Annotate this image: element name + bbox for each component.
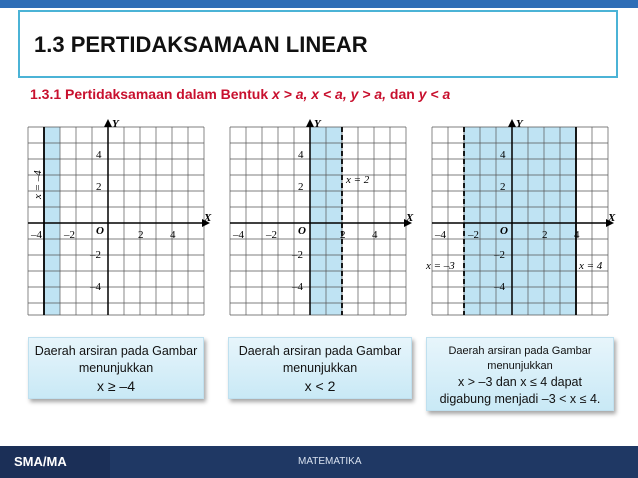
y-axis-label: Y (112, 118, 119, 130)
tick-label: 4 (500, 149, 506, 161)
books-icon (586, 446, 638, 478)
caption-expression: x ≥ –4 (96, 378, 136, 394)
line-label: x = –4 (32, 170, 44, 199)
tick-label: –4 (494, 281, 505, 293)
tick-label: 2 (542, 229, 548, 241)
origin-label: O (500, 225, 508, 237)
graph-2 (220, 117, 416, 325)
caption-3 (426, 337, 614, 411)
title-box (18, 10, 618, 78)
tick-label: –4 (233, 229, 244, 241)
tick-label: 2 (138, 229, 144, 241)
tick-label: 4 (170, 229, 176, 241)
origin-label: O (298, 225, 306, 237)
caption-expression: digabung menjadi –3 < x ≤ 4. (439, 392, 601, 406)
graph-1 (18, 117, 214, 325)
y-axis-arrow (306, 119, 314, 127)
line-label-left: x = –3 (426, 260, 455, 272)
caption-line: Daerah arsiran pada Gambar (448, 345, 592, 357)
line-label: x = 2 (346, 174, 370, 186)
caption-line: Daerah arsiran pada Gambar (238, 344, 402, 358)
tick-label: –2 (90, 249, 101, 261)
origin-label: O (96, 225, 104, 237)
caption-line: menunjukkan (282, 361, 358, 375)
tick-label: –4 (292, 281, 303, 293)
footer-brand-block (0, 446, 110, 478)
top-accent-bar (0, 0, 638, 8)
x-axis-label: X (608, 212, 616, 224)
tick-label: –2 (64, 229, 75, 241)
y-axis-label: Y (516, 118, 523, 130)
tick-label: 2 (340, 229, 346, 241)
tick-label: 2 (298, 181, 304, 193)
caption-1 (28, 337, 204, 399)
caption-expression: x < 2 (304, 378, 336, 394)
x-axis-label: X (406, 212, 414, 224)
y-axis-arrow (104, 119, 112, 127)
footer-subject: MATEMATIKA (298, 456, 362, 467)
graph-3 (422, 117, 618, 325)
tick-label: 4 (96, 149, 102, 161)
page-title: 1.3 PERTIDAKSAMAAN LINEAR (34, 32, 368, 57)
caption-2 (228, 337, 412, 399)
tick-label: –2 (468, 229, 479, 241)
caption-line: menunjukkan (487, 360, 553, 372)
tick-label: –4 (90, 281, 101, 293)
tick-label: 4 (372, 229, 378, 241)
tick-label: –4 (31, 229, 42, 241)
caption-expression: x > –3 dan x ≤ 4 dapat (458, 375, 582, 389)
tick-label: 2 (500, 181, 506, 193)
caption-line: Daerah arsiran pada Gambar (34, 344, 198, 358)
footer-brand: SMA/MA (14, 454, 67, 469)
y-axis-arrow (508, 119, 516, 127)
y-axis-label: Y (314, 118, 321, 130)
tick-label: –4 (435, 229, 446, 241)
tick-label: –2 (292, 249, 303, 261)
tick-label: 2 (96, 181, 102, 193)
tick-label: –2 (494, 249, 505, 261)
tick-label: 4 (298, 149, 304, 161)
tick-label: –2 (266, 229, 277, 241)
tick-label: 4 (574, 229, 580, 241)
caption-line: menunjukkan (78, 361, 154, 375)
line-label-right: x = 4 (579, 260, 603, 272)
section-subtitle: 1.3.1 Pertidaksamaan dalam Bentuk x > a, x < a, y > a, dan y < a (30, 86, 451, 102)
x-axis-label: X (204, 212, 212, 224)
